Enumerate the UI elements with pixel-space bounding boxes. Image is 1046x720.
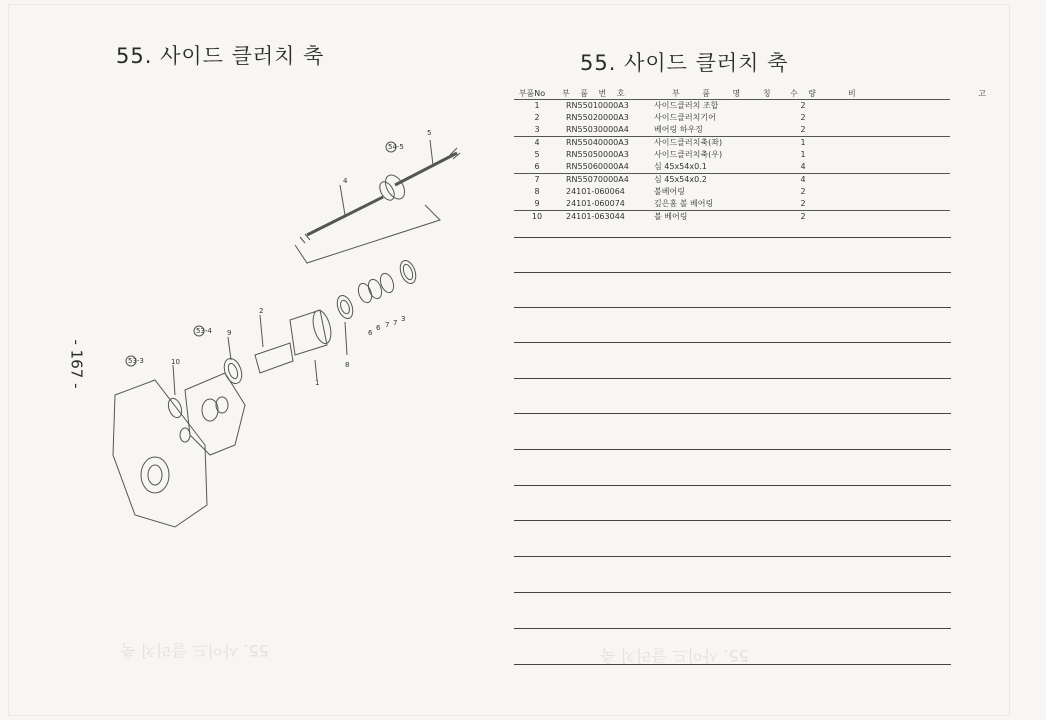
row-qty: 2 [800, 101, 806, 110]
callout-label: 10 [171, 358, 180, 366]
row-qty: 2 [800, 125, 806, 134]
callout-label: 53-3 [128, 357, 144, 365]
page-number: - 167 - [67, 339, 86, 389]
callout-label: 6 [376, 324, 381, 332]
row-name: 사이드클러치 조합 [654, 101, 719, 110]
callout-label: 7 [385, 321, 390, 329]
ruled-line [514, 664, 951, 665]
header-part-number: 부 품 번 호 [562, 89, 629, 98]
side-clutch-assembly-1 [255, 309, 334, 373]
shaft-right-5 [377, 148, 460, 203]
page-title-left: 55. 사이드 클러치 축 [116, 44, 325, 68]
shims-6-7 [356, 272, 396, 305]
row-name: 사이드클러치축(우) [654, 150, 723, 159]
row-qty: 2 [800, 199, 806, 208]
callout-label: 6 [368, 329, 373, 337]
row-no: 2 [534, 113, 540, 122]
row-no: 4 [534, 138, 540, 147]
row-name: 베어링 하우징 [654, 125, 703, 134]
header-remarks: 비 고 [848, 89, 1046, 98]
row-part-number: 24101-063044 [566, 212, 625, 221]
ball-bearing-10 [166, 397, 184, 420]
callout-label: 54-5 [388, 143, 404, 151]
callout-label: 5 [427, 129, 432, 137]
row-part-number: RN55040000A3 [566, 138, 629, 147]
page-title-right: 55. 사이드 클러치 축 [580, 51, 789, 75]
row-part-number: RN55060000A4 [566, 162, 629, 171]
callout-label: 53-4 [196, 327, 212, 335]
row-no: 1 [534, 101, 540, 110]
row-no: 7 [534, 175, 540, 184]
row-part-number: RN55020000A3 [566, 113, 629, 122]
row-no: 8 [534, 187, 540, 196]
callout-label: 1 [315, 379, 320, 387]
row-qty: 2 [800, 212, 806, 221]
ruled-line [514, 449, 951, 450]
ruled-line [514, 413, 951, 414]
parts-table [514, 88, 1046, 223]
ruled-line [514, 628, 951, 629]
header-qty: 수 량 [790, 89, 820, 98]
row-name: 깊은홈 볼 베어링 [654, 199, 714, 208]
ruled-line [514, 272, 951, 273]
table-row [514, 124, 950, 137]
ruled-line [514, 342, 951, 343]
row-qty: 1 [800, 138, 806, 147]
ruled-line [514, 378, 951, 379]
callout-label: 4 [343, 177, 348, 185]
bleed-through-text: 55. 사이드 클러치 축 [600, 646, 749, 665]
ruled-line [514, 520, 951, 521]
row-part-number: RN55070000A4 [566, 175, 629, 184]
row-no: 3 [534, 125, 540, 134]
row-no: 5 [534, 150, 540, 159]
table-row [514, 112, 950, 124]
ruled-line [514, 237, 951, 238]
callout-label: 3 [401, 315, 406, 323]
callout-label: 9 [227, 329, 232, 337]
row-part-number: 24101-060064 [566, 187, 625, 196]
ruled-line [514, 485, 951, 486]
row-no: 6 [534, 162, 540, 171]
row-qty: 4 [800, 162, 806, 171]
deep-groove-bearing-9 [221, 356, 245, 386]
cover-plate-53-4 [185, 373, 245, 455]
header-no: 부품No [518, 89, 546, 98]
row-qty: 2 [800, 113, 806, 122]
callout-label: 8 [345, 361, 350, 369]
table-row [514, 211, 950, 223]
ruled-line [514, 307, 951, 308]
table-row [514, 186, 950, 198]
row-name: 볼베어링 [654, 187, 685, 196]
bearing-housing-3 [397, 258, 418, 285]
transmission-case-53-3 [113, 380, 207, 527]
shaft-left-4 [300, 197, 383, 243]
row-part-number: RN55030000A4 [566, 125, 629, 134]
bleed-through-text: 55. 사이드 클러치 축 [120, 641, 269, 660]
table-header [514, 88, 1046, 100]
row-name: 심 45x54x0.1 [654, 162, 707, 171]
callout-label: 7 [393, 319, 398, 327]
row-name: 사이드클러치기어 [654, 113, 716, 122]
row-qty: 4 [800, 175, 806, 184]
header-name: 부 품 명 칭 [672, 89, 781, 98]
row-name: 볼 베어링 [654, 212, 688, 221]
row-part-number: RN55010000A3 [566, 101, 629, 110]
table-row [514, 100, 950, 112]
row-qty: 2 [800, 187, 806, 196]
ruled-line [514, 556, 951, 557]
table-row [514, 137, 950, 149]
row-name: 심 45x54x0.2 [654, 175, 707, 184]
callout-label: 2 [259, 307, 264, 315]
row-part-number: RN55050000A3 [566, 150, 629, 159]
ball-bearing-8 [334, 293, 355, 320]
row-name: 사이드클러치축(좌) [654, 138, 723, 147]
exploded-parts-diagram [95, 115, 475, 555]
ruled-line [514, 592, 951, 593]
table-row [514, 198, 950, 211]
row-no: 10 [531, 212, 543, 221]
row-no: 9 [534, 199, 540, 208]
table-row [514, 174, 950, 186]
row-part-number: 24101-060074 [566, 199, 625, 208]
row-qty: 1 [800, 150, 806, 159]
table-row [514, 161, 950, 174]
table-row [514, 149, 950, 161]
